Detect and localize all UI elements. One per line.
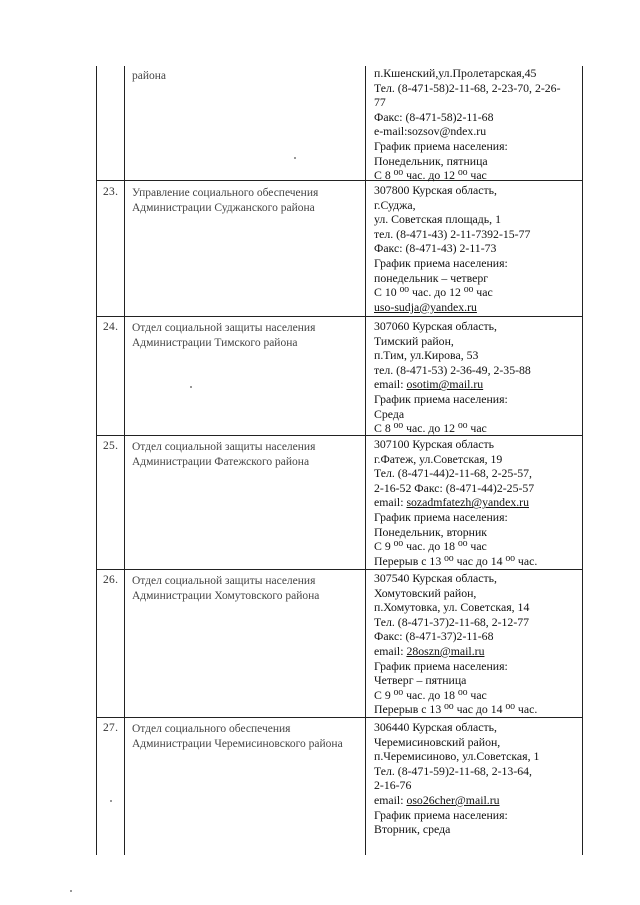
contact-line: Тел. (8-471-59)2-11-68, 2-13-64,	[374, 763, 532, 778]
contact-line: г.Фатеж, ул.Советская, 19	[374, 451, 503, 466]
contact-line: тел. (8-471-43) 2-11-7392-15-77	[374, 226, 531, 241]
contact-line: С 9 ⁰⁰ час. до 18 ⁰⁰ час	[374, 539, 487, 554]
contact-line: г.Суджа,	[374, 197, 416, 212]
contact-line: Четверг – пятница	[374, 673, 467, 688]
table-row-organization: Отдел социальной защиты населения Администрации Хомутовского района	[132, 575, 320, 602]
table-row-organization: Отдел социального обеспечения Администрации Черемисиновского района	[132, 723, 343, 750]
contact-line: Тел. (8-471-44)2-11-68, 2-25-57,	[374, 466, 532, 481]
contact-line: Перерыв с 13 ⁰⁰ час до 14 ⁰⁰ час.	[374, 553, 538, 568]
contact-line: п.Хомутовка, ул. Советская, 14	[374, 600, 530, 615]
contact-line: Тимский район,	[374, 333, 454, 348]
contact-line: п.Тим, ул.Кирова, 53	[374, 348, 479, 363]
table-border-left	[96, 66, 97, 855]
table-row-organization: Управление социального обеспечения Администрации Суджанского района	[132, 187, 319, 214]
table-divider-number	[124, 66, 125, 855]
table-row-number: 24.	[103, 321, 119, 333]
table-row-contact	[374, 720, 584, 837]
contact-line: Тел. (8-471-58)2-11-68, 2-23-70, 2-26-	[374, 80, 561, 95]
contact-line: Хомутовский район,	[374, 585, 477, 600]
table-row-organization: Отдел социальной защиты населения Администрации Фатежского района	[132, 441, 316, 468]
table-divider-contact	[365, 66, 366, 855]
contact-line: График приема населения:	[374, 807, 508, 822]
table-row-number: 27.	[103, 722, 119, 734]
contact-line: 2-16-52 Факс: (8-471-44)2-25-57	[374, 480, 535, 495]
table-row-organization: района	[132, 70, 167, 82]
contact-line: С 8 ⁰⁰ час. до 12 ⁰⁰ час	[374, 421, 487, 436]
table-row-number: 25.	[103, 440, 119, 452]
email-link: e-mail:sozsov@ndex.ru	[374, 124, 487, 139]
contact-line: График приема населения:	[374, 138, 508, 153]
email-link[interactable]: email: sozadmfatezh@yandex.ru	[374, 495, 529, 510]
contact-line: Перерыв с 13 ⁰⁰ час до 14 ⁰⁰ час.	[374, 702, 538, 717]
email-link[interactable]: uso-sudja@yandex.ru	[374, 299, 477, 314]
contact-line: Понедельник, пятница	[374, 153, 488, 168]
contact-line: Факс: (8-471-43) 2-11-73	[374, 241, 497, 256]
scan-speck	[294, 157, 296, 159]
contact-line: С 9 ⁰⁰ час. до 18 ⁰⁰ час	[374, 687, 487, 702]
contact-line: Среда	[374, 406, 405, 421]
contact-line: 307800 Курская область,	[374, 183, 497, 197]
contact-line: 77	[374, 95, 386, 110]
contact-line: понедельник – четверг	[374, 270, 489, 285]
contact-line: 2-16-76	[374, 778, 412, 793]
email-link[interactable]: email: oso26cher@mail.ru	[374, 792, 500, 807]
contact-line: Понедельник, вторник	[374, 524, 488, 539]
contact-line: С 10 ⁰⁰ час. до 12 ⁰⁰ час	[374, 285, 493, 300]
table-row-number: 26.	[103, 574, 119, 586]
email-link[interactable]: email: osotim@mail.ru	[374, 377, 484, 392]
scan-speck	[190, 386, 192, 388]
table-row-contact	[374, 183, 584, 314]
table-row-contact	[374, 66, 584, 183]
email-address[interactable]: 28oszn@mail.ru	[406, 643, 485, 658]
table-row-contact	[374, 437, 584, 568]
contact-line: 307100 Курская область	[374, 437, 495, 451]
table-row-number: 23.	[103, 186, 119, 198]
table-row-contact	[374, 571, 584, 717]
contact-line: тел. (8-471-53) 2-36-49, 2-35-88	[374, 362, 531, 377]
contact-line: п.Кшенский,ул.Пролетарская,45	[374, 66, 537, 80]
email-address[interactable]: osotim@mail.ru	[406, 377, 484, 392]
table-row-contact	[374, 319, 584, 436]
contact-line: п.Черемисиново, ул.Советская, 1	[374, 749, 540, 764]
scan-speck	[70, 890, 72, 892]
contact-line: ул. Советская площадь, 1	[374, 212, 501, 227]
row-divider	[96, 569, 583, 570]
email-link[interactable]: email: 28oszn@mail.ru	[374, 643, 485, 658]
contact-line: Факс: (8-471-37)2-11-68	[374, 629, 494, 644]
contact-line: График приема населения:	[374, 255, 508, 270]
row-divider	[96, 316, 583, 317]
contact-line: 307060 Курская область,	[374, 319, 497, 333]
contact-line: Вторник, среда	[374, 822, 451, 837]
scan-speck	[110, 800, 112, 802]
email-address[interactable]: oso26cher@mail.ru	[406, 792, 500, 807]
contact-line: Тел. (8-471-37)2-11-68, 2-12-77	[374, 614, 530, 629]
contact-line: С 8 ⁰⁰ час. до 12 ⁰⁰ час	[374, 168, 487, 183]
contact-line: Черемисиновский район,	[374, 734, 501, 749]
contact-line: График приема населения:	[374, 509, 508, 524]
contact-line: Факс: (8-471-58)2-11-68	[374, 109, 494, 124]
contact-line: 306440 Курская область,	[374, 720, 497, 734]
row-divider	[96, 717, 583, 718]
contact-line: 307540 Курская область,	[374, 571, 497, 585]
email-address[interactable]: sozadmfatezh@yandex.ru	[406, 495, 529, 510]
contact-line: График приема населения:	[374, 391, 508, 406]
contact-line: График приема населения:	[374, 658, 508, 673]
table-row-organization: Отдел социальной защиты населения Администрации Тимского района	[132, 322, 316, 349]
